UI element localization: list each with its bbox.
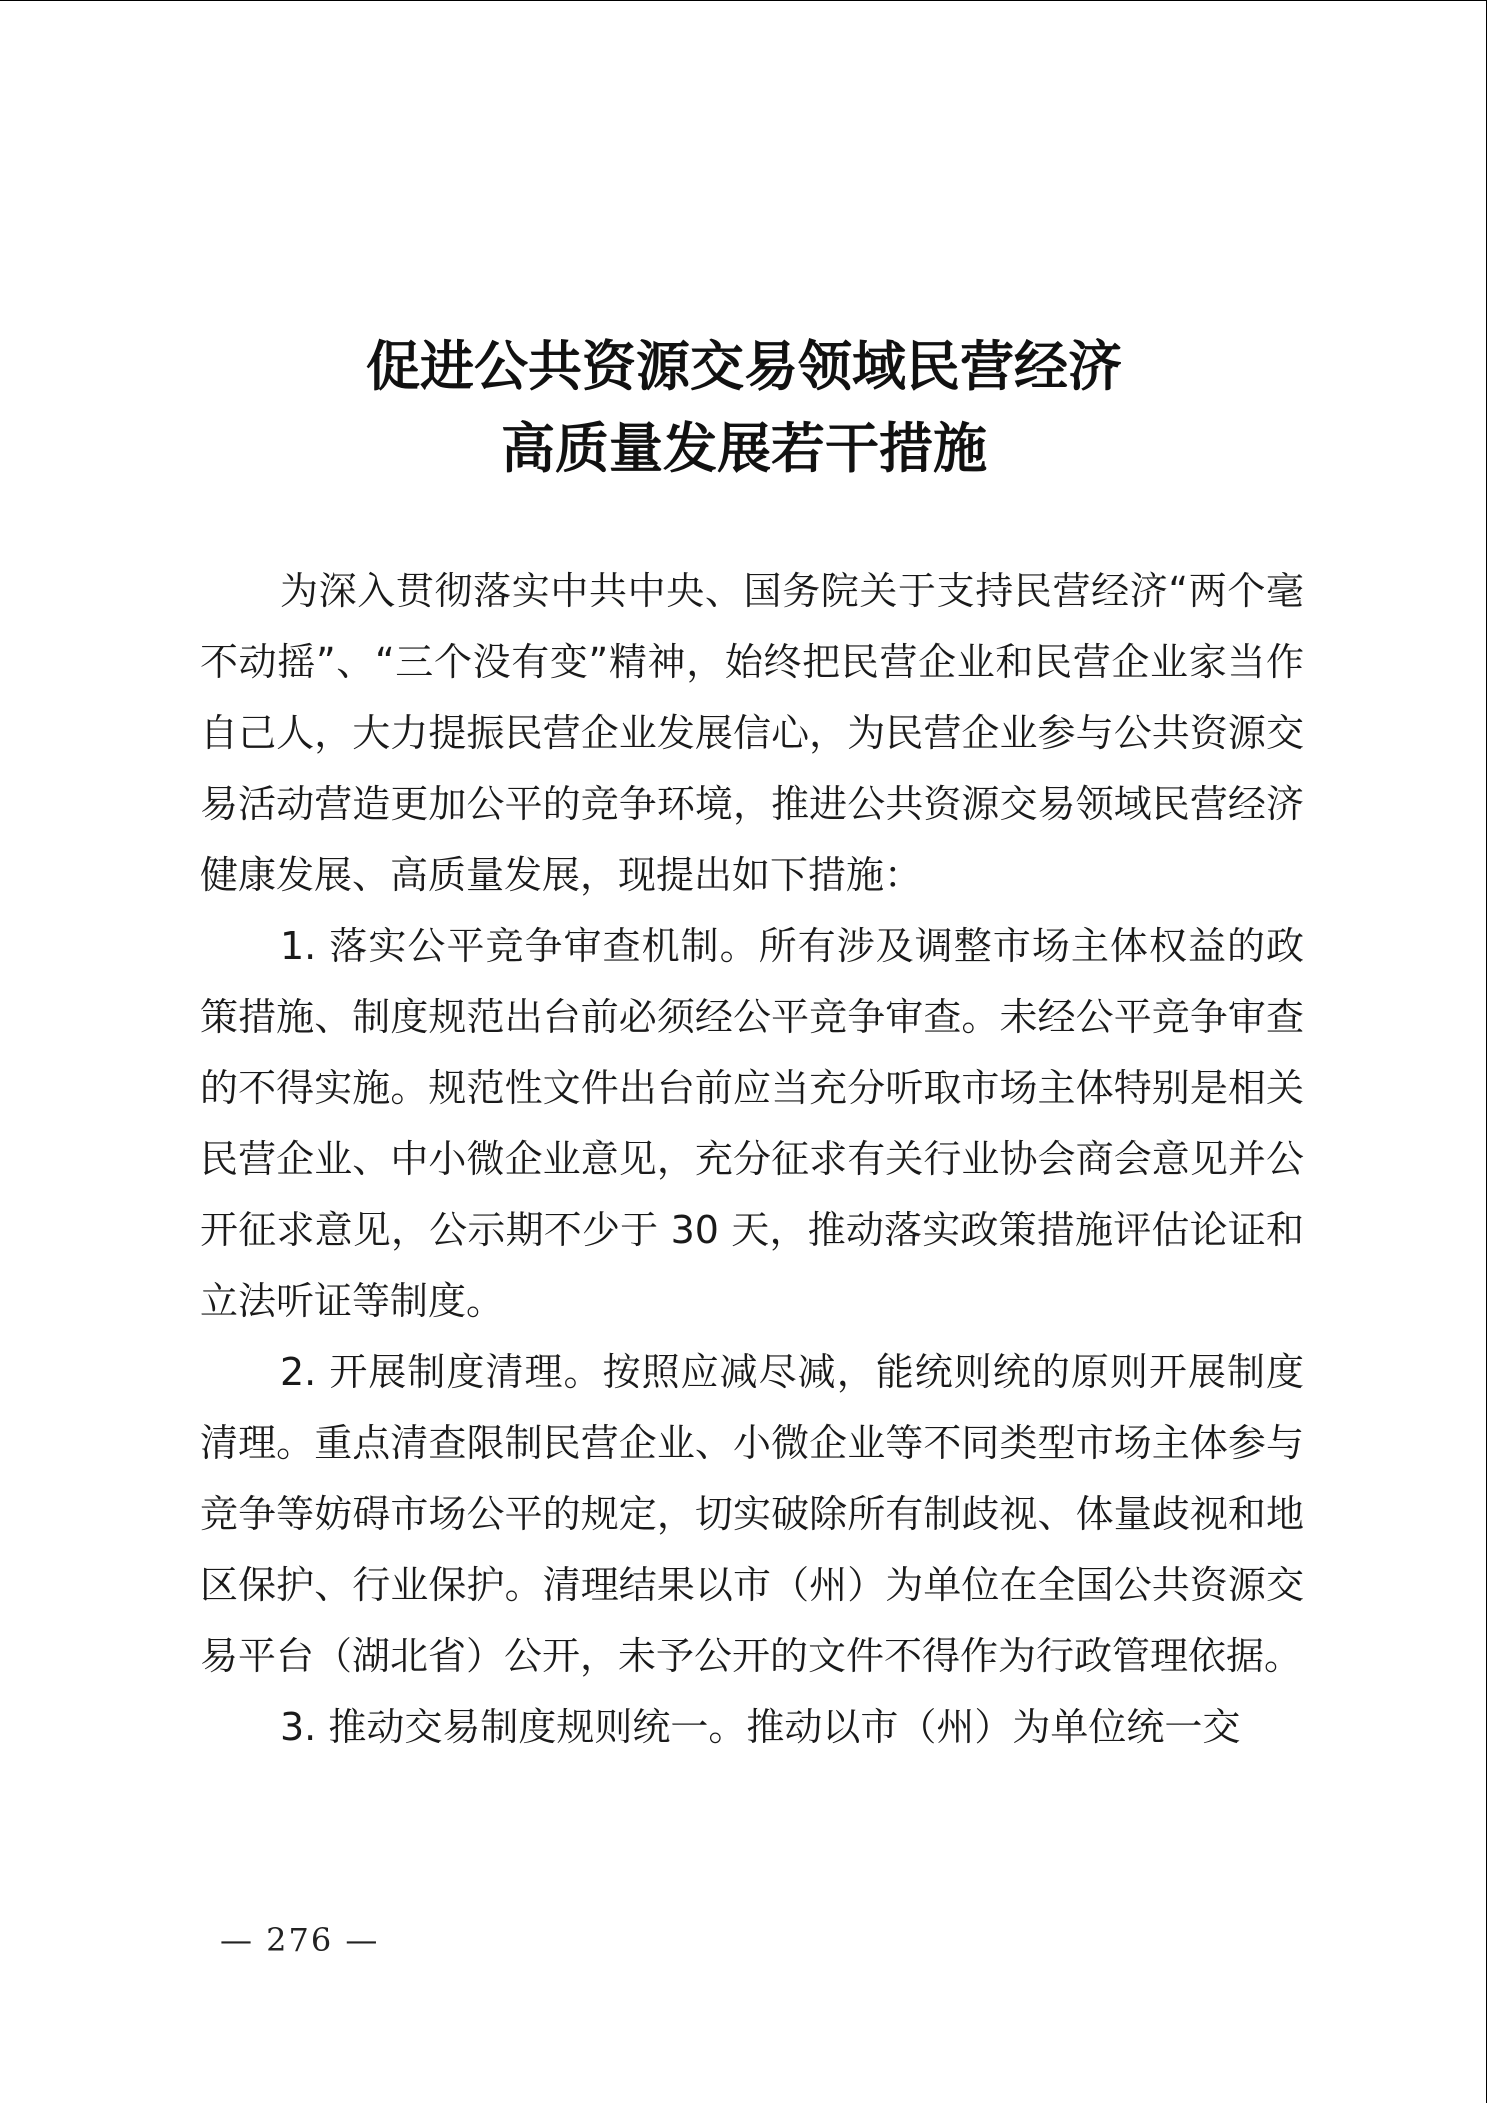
measure-3-paragraph: 3. 推动交易制度规则统一。推动以市（州）为单位统一交 bbox=[280, 1705, 1241, 1749]
title-line-1: 促进公共资源交易领域民营经济 bbox=[366, 334, 1122, 398]
measure-2-paragraph: 2. 开展制度清理。按照应减尽减，能统则统的原则开展制度清理。重点清查限制民营企业、小微企业等不同类型市场主体参与竞争等妨碍市场公平的规定，切实破除所有制歧视、体量歧视和地区保护、行业保护。清理结果以市（州）为单位在全国公共资源交易平台（湖北省）公开，未予公开的文件不得作为行政管理依据。 bbox=[200, 1350, 1304, 1678]
intro-paragraph: 为深入贯彻落实中共中央、国务院关于支持民营经济“两个毫不动摇”、“三个没有变”精神，始终把民营企业和民营企业家当作自己人，大力提振民营企业发展信心，为民营企业参与公共资源交易活动营造更加公平的竞争环境，推进公共资源交易领域民营经济健康发展、高质量发展，现提出如下措施： bbox=[200, 569, 1304, 897]
measure-1-paragraph: 1. 落实公平竞争审查机制。所有涉及调整市场主体权益的政策措施、制度规范出台前必须经公平竞争审查。未经公平竞争审查的不得实施。规范性文件出台前应当充分听取市场主体特别是相关民营企业、中小微企业意见，充分征求有关行业协会商会意见并公开征求意见，公示期不少于 30 天，推动落实政策措施评估论证和立法听证等制度。 bbox=[200, 924, 1304, 1323]
page-number: — 276 — bbox=[220, 1921, 380, 1959]
document-body bbox=[200, 556, 1304, 1763]
title-line-2: 高质量发展若干措施 bbox=[501, 416, 987, 480]
